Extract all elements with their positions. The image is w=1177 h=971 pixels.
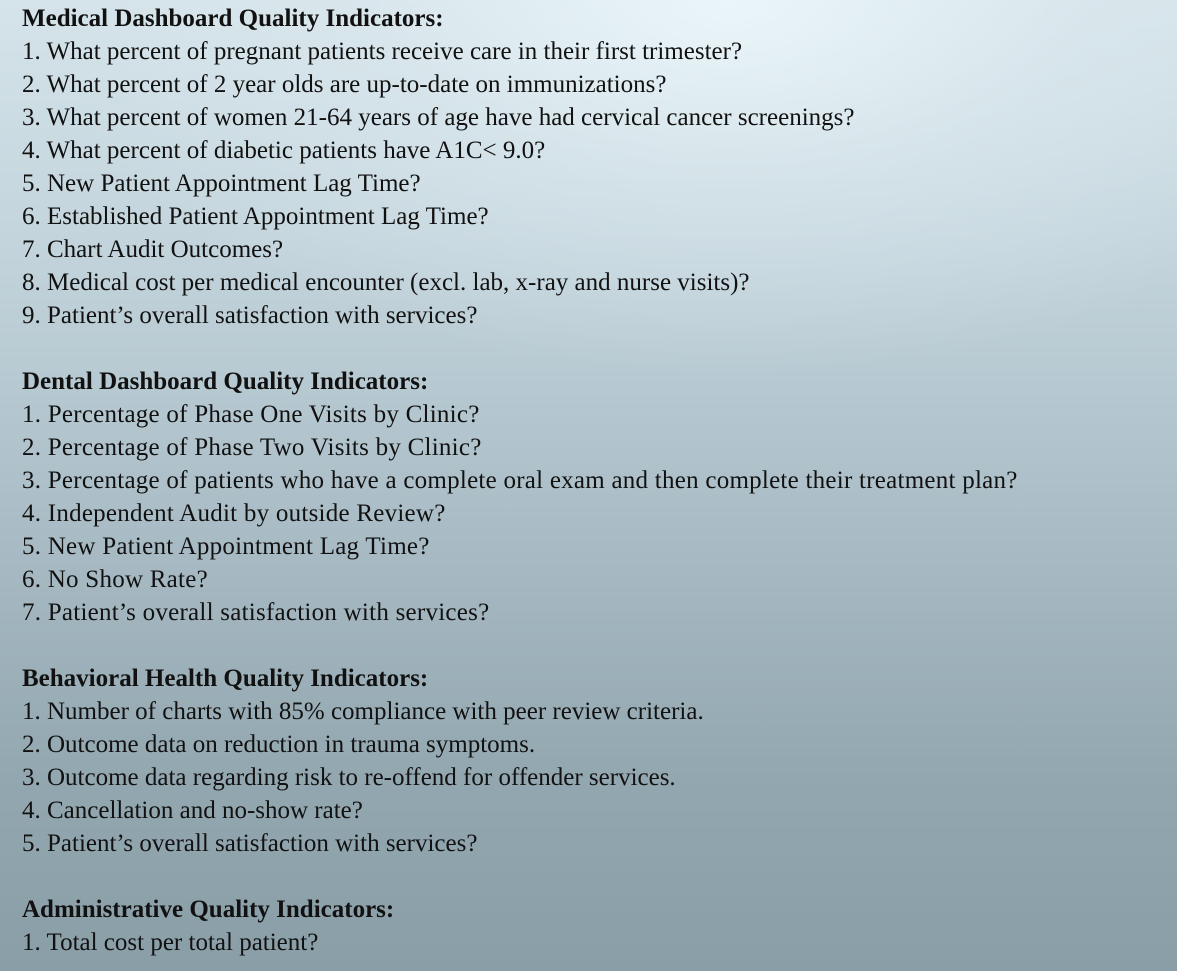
medical-indicator-item: 8. Medical cost per medical encounter (excl. lab, x-ray and nurse visits)? bbox=[22, 269, 750, 296]
medical-indicator-item: 4. What percent of diabetic patients have A1C< 9.0? bbox=[22, 137, 546, 164]
behavioral-health-indicator-item: 1. Number of charts with 85% compliance with peer review criteria. bbox=[22, 698, 704, 725]
behavioral-health-section-title: Behavioral Health Quality Indicators: bbox=[22, 665, 429, 692]
behavioral-health-section bbox=[22, 662, 1172, 860]
medical-indicator-list bbox=[22, 35, 1172, 332]
dental-indicator-item: 3. Percentage of patients who have a complete oral exam and then complete their treatment plan? bbox=[22, 467, 1018, 494]
dental-indicator-list bbox=[22, 398, 1172, 629]
medical-indicator-item: 1. What percent of pregnant patients receive care in their first trimester? bbox=[22, 38, 743, 65]
dental-indicator-item: 6. No Show Rate? bbox=[22, 566, 208, 593]
medical-indicator-item: 7. Chart Audit Outcomes? bbox=[22, 236, 284, 263]
medical-indicator-item: 3. What percent of women 21-64 years of age have had cervical cancer screenings? bbox=[22, 104, 855, 131]
medical-indicator-item: 5. New Patient Appointment Lag Time? bbox=[22, 170, 421, 197]
medical-indicator-item: 2. What percent of 2 year olds are up-to-date on immunizations? bbox=[22, 71, 667, 98]
behavioral-health-indicator-item: 3. Outcome data regarding risk to re-offend for offender services. bbox=[22, 764, 676, 791]
medical-section-title: Medical Dashboard Quality Indicators: bbox=[22, 5, 444, 32]
behavioral-health-indicator-item: 2. Outcome data on reduction in trauma symptoms. bbox=[22, 731, 536, 758]
dental-indicator-item: 5. New Patient Appointment Lag Time? bbox=[22, 533, 430, 560]
quality-indicators-slide bbox=[22, 2, 1172, 959]
behavioral-health-indicator-item: 4. Cancellation and no-show rate? bbox=[22, 797, 363, 824]
behavioral-health-indicator-item: 5. Patient’s overall satisfaction with services? bbox=[22, 830, 478, 857]
administrative-section-title: Administrative Quality Indicators: bbox=[22, 896, 395, 923]
administrative-indicator-list bbox=[22, 926, 1172, 959]
dental-indicator-item: 4. Independent Audit by outside Review? bbox=[22, 500, 446, 527]
dental-section bbox=[22, 365, 1172, 629]
dental-section-title: Dental Dashboard Quality Indicators: bbox=[22, 368, 429, 395]
medical-section bbox=[22, 2, 1172, 332]
dental-indicator-item: 7. Patient’s overall satisfaction with services? bbox=[22, 599, 490, 626]
administrative-section bbox=[22, 893, 1172, 959]
behavioral-health-indicator-list bbox=[22, 695, 1172, 860]
medical-indicator-item: 9. Patient’s overall satisfaction with services? bbox=[22, 302, 478, 329]
dental-indicator-item: 2. Percentage of Phase Two Visits by Clinic? bbox=[22, 434, 482, 461]
dental-indicator-item: 1. Percentage of Phase One Visits by Clinic? bbox=[22, 401, 480, 428]
medical-indicator-item: 6. Established Patient Appointment Lag Time? bbox=[22, 203, 489, 230]
administrative-indicator-item: 1. Total cost per total patient? bbox=[22, 929, 319, 956]
